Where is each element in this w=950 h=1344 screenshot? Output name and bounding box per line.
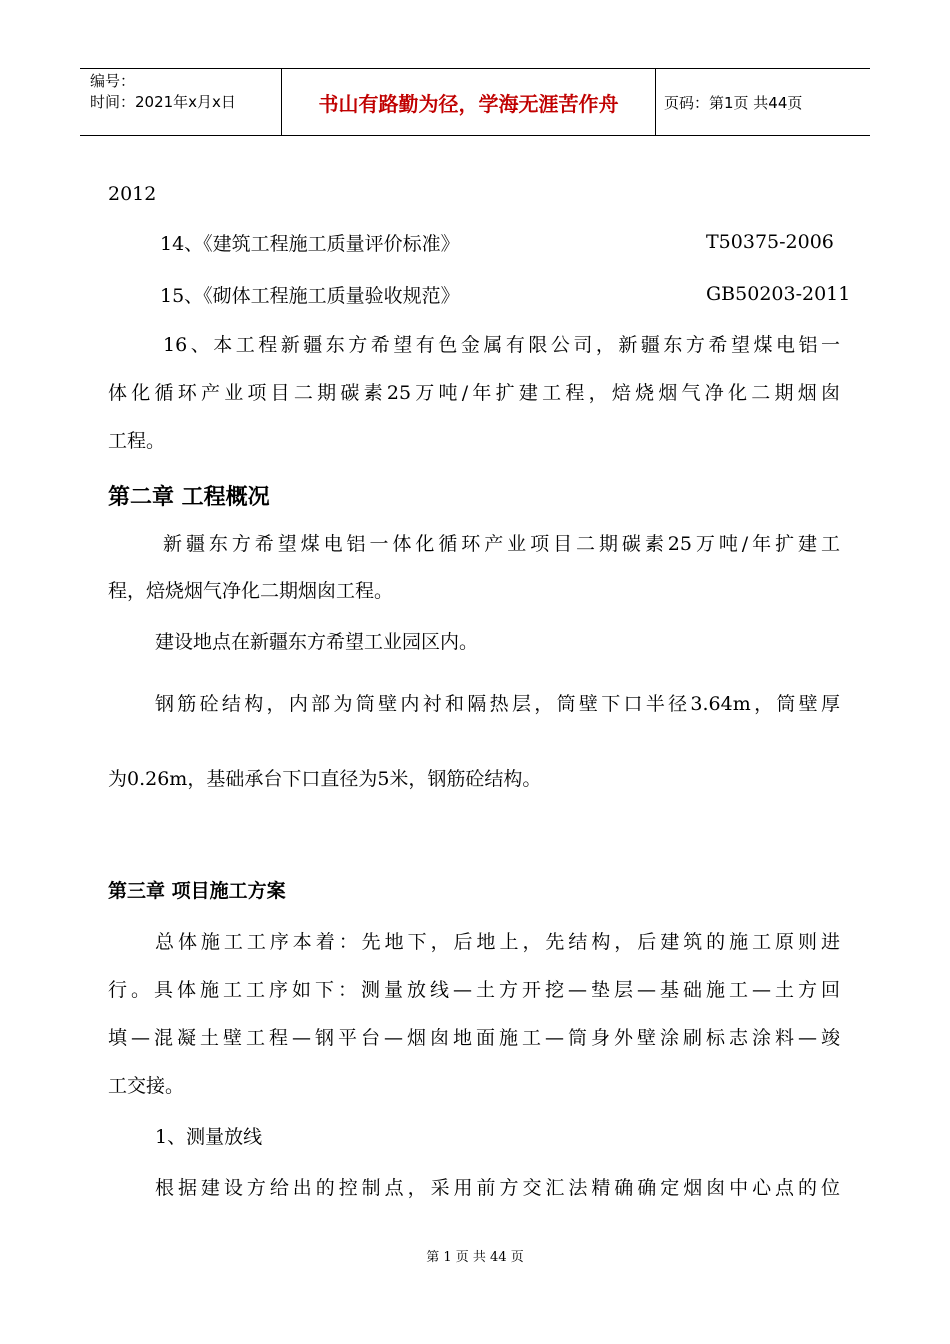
chapter-2-heading: 第二章 工程概况: [108, 485, 270, 510]
ch2-para2: 建设地点在新疆东方希望工业园区内。: [155, 631, 479, 653]
header-page-info: 页码：第1页 共44页: [664, 93, 803, 112]
standard-code-14: T50375-2006: [706, 231, 834, 253]
page-header: [80, 68, 870, 136]
text-line: 2012: [108, 183, 157, 205]
chapter-3-heading: 第三章 项目施工方案: [108, 880, 286, 902]
ch2-para1-line2: 程，焙烧烟气净化二期烟囱工程。: [108, 580, 394, 602]
list-item-15: 15、《砌体工程施工质量验收规范》: [160, 285, 460, 307]
serial-label: 编号：: [90, 72, 136, 90]
list-item-16-line3: 工程。: [108, 430, 166, 452]
ch2-para1-line1: 新疆东方希望煤电铝一体化循环产业项目二期碳素25万吨/年扩建工: [163, 533, 840, 555]
list-item-14: 14、《建筑工程施工质量评价标准》: [160, 233, 460, 255]
header-motto: 书山有路勤为径，学海无涯苦作舟: [282, 69, 656, 135]
list-item-16-line1: 16、本工程新疆东方希望有色金属有限公司，新疆东方希望煤电铝一: [163, 334, 840, 356]
time-label: 时间：2021年x月x日: [90, 93, 236, 111]
sec1-para1-line1: 根据建设方给出的控制点，采用前方交汇法精确确定烟囱中心点的位: [155, 1177, 840, 1199]
page-footer: 第 1 页 共 44 页: [426, 1250, 524, 1265]
header-meta: [80, 69, 282, 135]
ch3-para1-line2: 行。具体施工工序如下：测量放线—土方开挖—垫层—基础施工—土方回: [108, 979, 840, 1001]
list-item-16-line2: 体化循环产业项目二期碳素25万吨/年扩建工程，焙烧烟气净化二期烟囱: [108, 382, 840, 404]
standard-code-15: GB50203-2011: [706, 283, 851, 305]
ch2-para3-line1: 钢筋砼结构，内部为筒壁内衬和隔热层，筒壁下口半径3.64m，筒壁厚: [155, 693, 840, 715]
section-1-heading: 1、测量放线: [155, 1126, 263, 1148]
ch3-para1-line1: 总体施工工序本着：先地下，后地上，先结构，后建筑的施工原则进: [155, 931, 840, 953]
ch2-para3-line2: 为0.26m，基础承台下口直径为5米，钢筋砼结构。: [108, 768, 542, 790]
ch3-para1-line4: 工交接。: [108, 1075, 185, 1097]
ch3-para1-line3: 填—混凝土壁工程—钢平台—烟囱地面施工—筒身外壁涂刷标志涂料—竣: [108, 1027, 840, 1049]
